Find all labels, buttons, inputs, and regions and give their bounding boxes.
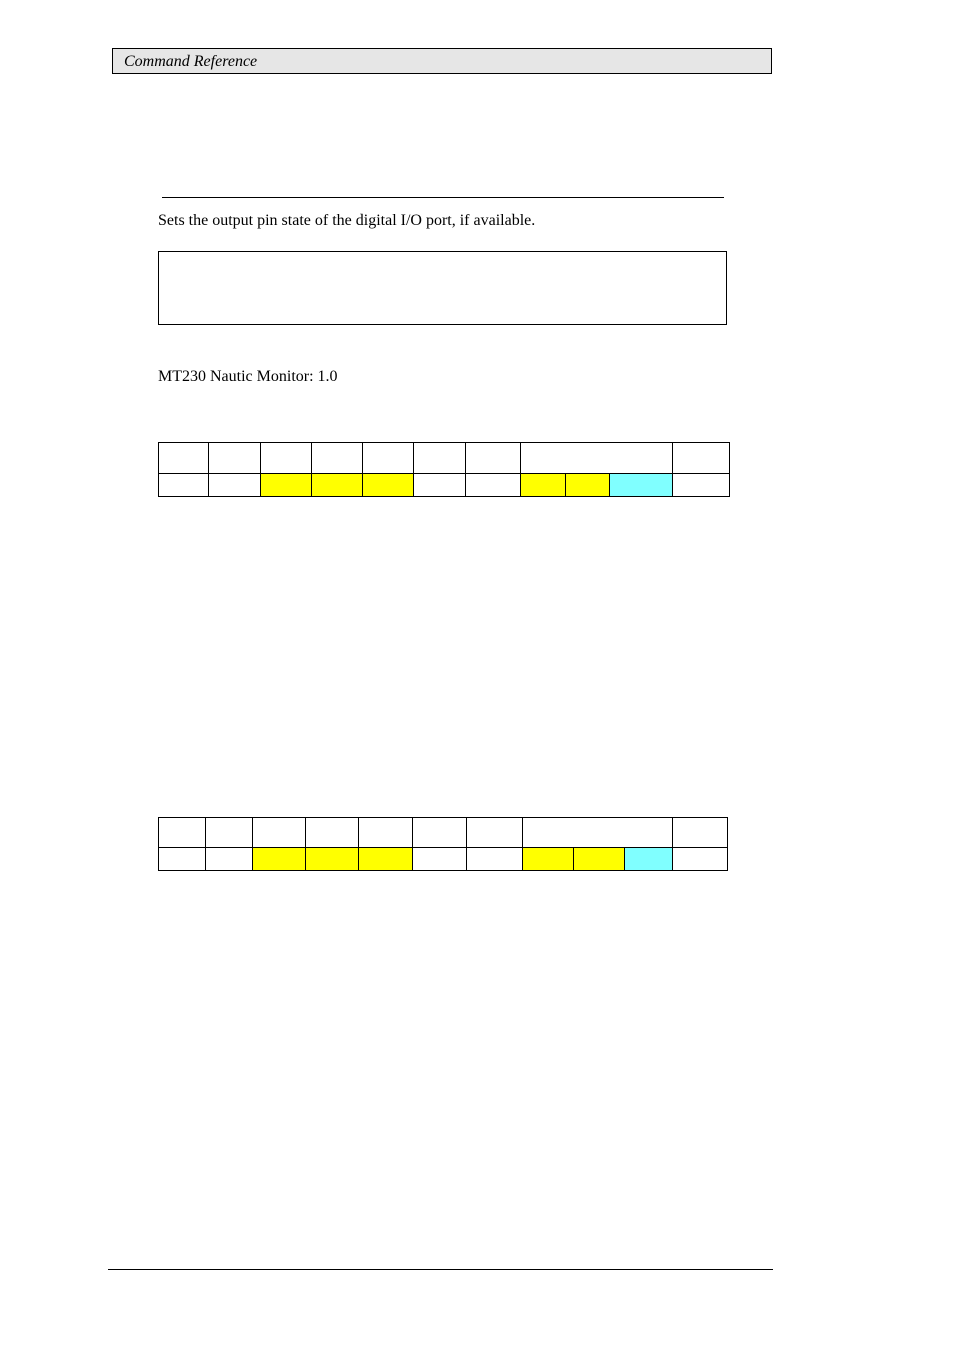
table-cell	[261, 443, 312, 474]
command-format-table	[158, 442, 730, 497]
section-title-rule	[162, 197, 724, 198]
header-title: Command Reference	[124, 53, 258, 70]
table-cell	[673, 848, 728, 871]
table-cell	[521, 443, 673, 474]
footer-rule	[108, 1269, 773, 1270]
table-cell	[312, 443, 363, 474]
command-description: Sets the output pin state of the digital I/O port, if available.	[158, 212, 536, 229]
table-row	[159, 474, 730, 497]
table-cell	[413, 848, 467, 871]
highlight-cell-yellow	[312, 474, 363, 497]
table-cell	[253, 818, 306, 848]
table-cell	[209, 474, 261, 497]
table-cell	[466, 474, 521, 497]
highlight-cell-yellow	[566, 474, 610, 497]
highlight-cell-yellow	[261, 474, 312, 497]
highlight-cell-yellow	[521, 474, 566, 497]
page-header	[112, 48, 772, 74]
table-cell	[359, 818, 413, 848]
table-cell	[206, 818, 253, 848]
table-cell	[159, 848, 206, 871]
highlight-cell-yellow	[523, 848, 574, 871]
version-line: MT230 Nautic Monitor: 1.0	[158, 368, 338, 385]
highlight-cell-cyan	[610, 474, 673, 497]
highlight-cell-yellow	[253, 848, 306, 871]
response-format-table	[158, 817, 728, 871]
table-row	[159, 848, 728, 871]
table-cell	[306, 818, 359, 848]
table-cell	[466, 443, 521, 474]
table-cell	[467, 818, 523, 848]
table-cell	[413, 818, 467, 848]
highlight-cell-yellow	[574, 848, 625, 871]
table-row	[159, 443, 730, 474]
table-cell	[523, 818, 673, 848]
table-cell	[159, 443, 209, 474]
table-cell	[159, 474, 209, 497]
highlight-cell-yellow	[306, 848, 359, 871]
highlight-cell-cyan	[625, 848, 673, 871]
table-cell	[206, 848, 253, 871]
table-cell	[159, 818, 206, 848]
highlight-cell-yellow	[359, 848, 413, 871]
table-cell	[673, 443, 730, 474]
table-cell	[363, 443, 414, 474]
highlight-cell-yellow	[363, 474, 414, 497]
table-cell	[209, 443, 261, 474]
syntax-box	[158, 251, 727, 325]
table-cell	[414, 474, 466, 497]
table-cell	[673, 818, 728, 848]
table-row	[159, 818, 728, 848]
table-cell	[467, 848, 523, 871]
table-cell	[673, 474, 730, 497]
table-cell	[414, 443, 466, 474]
